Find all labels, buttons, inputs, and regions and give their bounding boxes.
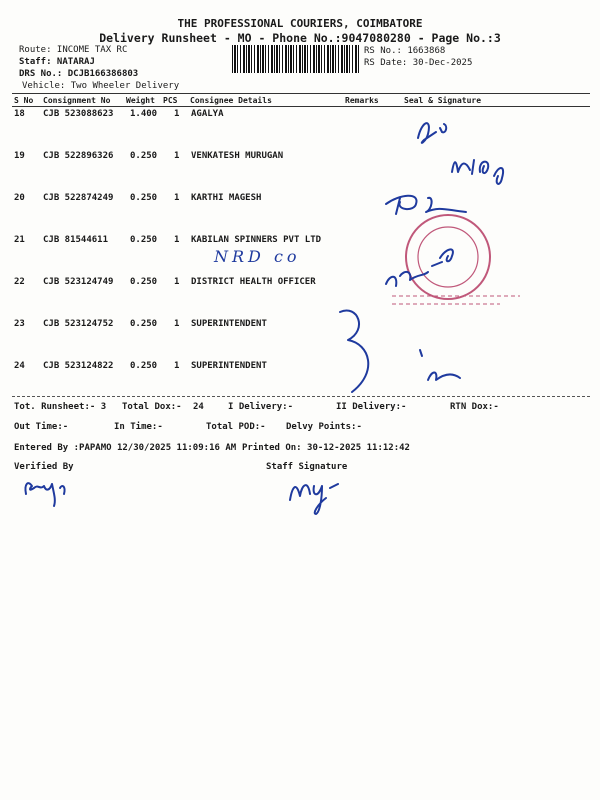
row-sno: 18 <box>14 109 25 119</box>
rs-date: RS Date: 30-Dec-2025 <box>364 58 473 68</box>
row-sno: 22 <box>14 277 25 287</box>
rs-number: RS No.: 1663868 <box>364 46 446 56</box>
row-consignment: CJB 523124822 <box>43 361 114 371</box>
staff-signature <box>290 484 338 514</box>
col-remarks: Remarks <box>345 96 379 105</box>
out-time: Out Time:- <box>14 422 69 432</box>
row-sno: 20 <box>14 193 25 203</box>
row-consignee: VENKATESH MURUGAN <box>191 151 284 161</box>
row-weight: 0.250 <box>130 151 158 161</box>
row-weight: 0.250 <box>130 235 158 245</box>
staff-signature-label: Staff Signature <box>266 462 348 472</box>
row-pcs: 1 <box>174 319 180 329</box>
row-sno: 24 <box>14 361 25 371</box>
verified-by-label: Verified By <box>14 462 74 472</box>
entered-by: Entered By :PAPAMO 12/30/2025 11:09:16 AM <box>14 443 237 453</box>
row-sno: 21 <box>14 235 25 245</box>
row-consignee: KABILAN SPINNERS PVT LTD <box>191 235 322 245</box>
row-pcs: 1 <box>174 193 180 203</box>
handwritten-note: NRD co <box>214 247 301 266</box>
col-weight: Weight <box>126 96 155 105</box>
row-consignment: CJB 522896326 <box>43 151 114 161</box>
tot-runsheet: Tot. Runsheet:- 3 <box>14 402 107 412</box>
col-consignment: Consignment No <box>43 96 111 105</box>
row-weight: 0.250 <box>130 277 158 287</box>
col-consignee: Consignee Details <box>190 96 272 105</box>
vehicle-label: Vehicle: Two Wheeler Delivery <box>22 81 180 91</box>
printed-on: Printed On: 30-12-2025 11:12:42 <box>242 443 410 453</box>
drs-number: DRS No.: DCJB166386803 <box>19 69 139 79</box>
in-time: In Time:- <box>114 422 163 432</box>
rtn-dox: RTN Dox:- <box>450 402 499 412</box>
delvy-points: Delvy Points:- <box>286 422 362 432</box>
row-pcs: 1 <box>174 235 180 245</box>
i-delivery: I Delivery:- <box>228 402 294 412</box>
total-dox-label: Total Dox:- <box>122 402 182 412</box>
col-seal-signature: Seal & Signature <box>404 96 482 105</box>
row-consignment: CJB 81544611 <box>43 235 109 245</box>
row-weight: 0.250 <box>130 361 158 371</box>
row-pcs: 1 <box>174 361 180 371</box>
verified-by-signature <box>25 483 64 506</box>
row-weight: 0.250 <box>130 193 158 203</box>
row-pcs: 1 <box>174 151 180 161</box>
row-sno: 23 <box>14 319 25 329</box>
row-consignee: AGALYA <box>191 109 224 119</box>
runsheet-subtitle: Delivery Runsheet - MO - Phone No.:9047080280 - Page No.:3 <box>99 31 501 45</box>
staff-label: Staff: NATARAJ <box>19 57 95 67</box>
row-pcs: 1 <box>174 109 180 119</box>
row-pcs: 1 <box>174 277 180 287</box>
row-consignment: CJB 523088623 <box>43 109 114 119</box>
row-consignee: DISTRICT HEALTH OFFICER <box>191 277 316 287</box>
ii-delivery: II Delivery:- <box>336 402 407 412</box>
col-sno: S No <box>14 96 34 105</box>
row-weight: 0.250 <box>130 319 158 329</box>
total-dox-value: 24 <box>193 402 204 412</box>
company-title: THE PROFESSIONAL COURIERS, COIMBATORE <box>177 17 423 30</box>
col-pcs: PCS <box>163 96 178 105</box>
total-pod: Total POD:- <box>206 422 266 432</box>
row-consignment: CJB 523124752 <box>43 319 114 329</box>
row-consignee: KARTHI MAGESH <box>191 193 262 203</box>
row-sno: 19 <box>14 151 25 161</box>
route-label: Route: INCOME TAX RC <box>19 45 128 55</box>
row-consignment: CJB 523124749 <box>43 277 114 287</box>
row-consignment: CJB 522874249 <box>43 193 114 203</box>
row-weight: 1.400 <box>130 109 158 119</box>
row-consignee: SUPERINTENDENT <box>191 319 267 329</box>
row-consignee: SUPERINTENDENT <box>191 361 267 371</box>
